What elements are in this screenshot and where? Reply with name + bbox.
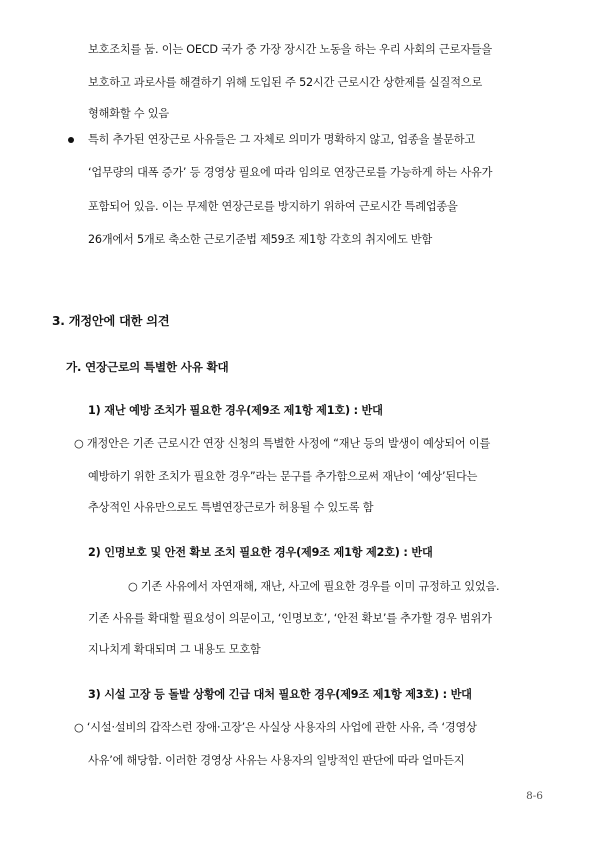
item3-heading: 3) 시설 고장 등 돌발 상황에 긴급 대처 필요한 경우(제9조 제1항 제3호) : 반대 [88,688,472,701]
section-heading: 3. 개정안에 대한 의견 [52,314,170,328]
item3-line: ○ ‘시설·설비의 갑작스런 장애·고장’은 사실상 사용자의 사업에 관한 사유, 즉 ‘경영상 [74,721,477,734]
subsection-heading: 가. 연장근로의 특별한 사유 확대 [66,360,229,374]
item3-line: 사유’에 해당함. 이러한 경영상 사유는 사용자의 일방적인 판단에 따라 얼마든지 [88,754,465,767]
intro-line: 형해화할 수 있음 [88,107,169,120]
bullet-line: ‘업무량의 대폭 증가’ 등 경영상 필요에 따라 임의로 연장근로를 가능하게 하는 사유가 [88,166,493,179]
item1-line: 예방하기 위한 조치가 필요한 경우”라는 문구를 추가함으로써 재난이 ‘예상’된다는 [88,470,478,483]
bullet-line: 포함되어 있음. 이는 무제한 연장근로를 방지하기 위하여 근로시간 특례업종을 [88,200,458,213]
item1-line: ○ 개정안은 기존 근로시간 연장 신청의 특별한 사정에 “재난 등의 발생이 예상되어 이를 [74,437,491,450]
bullet-dot [68,137,74,143]
bullet-line: 26개에서 5개로 축소한 근로기준법 제59조 제1항 각호의 취지에도 반함 [88,233,433,246]
item2-heading: 2) 인명보호 및 안전 확보 조치 필요한 경우(제9조 제1항 제2호) : 반대 [88,546,433,559]
item1-heading: 1) 재난 예방 조치가 필요한 경우(제9조 제1항 제1호) : 반대 [88,404,383,417]
intro-line: 보호하고 과로사를 해결하기 위해 도입된 주 52시간 근로시간 상한제를 실질적으로 [88,76,483,89]
item2-line: 기존 사유를 확대할 필요성이 의문이고, ‘인명보호’, ‘안전 확보’를 추가할 경우 범위가 [88,612,492,625]
page-number: 8-6 [526,790,543,802]
item1-line: 추상적인 사유만으로도 특별연장근로가 허용될 수 있도록 함 [88,501,374,514]
intro-line: 보호조치를 둠. 이는 OECD 국가 중 가장 장시간 노동을 하는 우리 사회의 근로자들을 [88,43,492,56]
item2-line: 지나치게 확대되며 그 내용도 모호함 [88,643,261,656]
bullet-line: 특히 추가된 연장근로 사유들은 그 자체로 의미가 명확하지 않고, 업종을 불문하고 [88,133,475,146]
item2-line: ○ 기존 사유에서 자연재해, 재난, 사고에 필요한 경우를 이미 규정하고 있었음. [128,580,500,593]
